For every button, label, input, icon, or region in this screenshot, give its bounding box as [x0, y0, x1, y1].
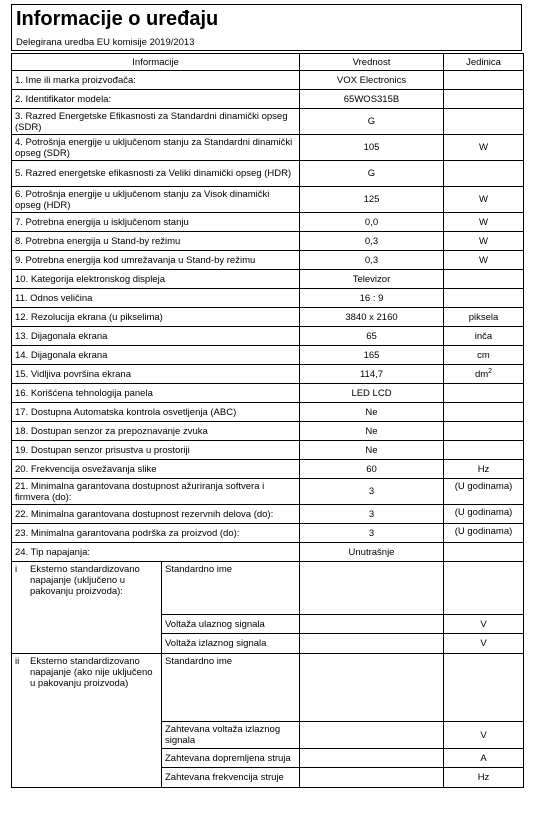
supply-item-unit: Hz	[444, 768, 524, 788]
table-row	[12, 327, 524, 346]
table-row	[12, 365, 524, 384]
row-value: 0,3	[300, 232, 444, 251]
row-value: G	[300, 109, 444, 135]
row-label: 22. Minimalna garantovana dostupnost rezervnih delova (do):	[12, 505, 300, 524]
row-label: 3. Razred Energetske Efikasnosti za Standardni dinamički opseg (SDR)	[12, 109, 300, 135]
row-value: 165	[300, 346, 444, 365]
supply-marker: ii	[15, 656, 20, 667]
row-label: 1. Ime ili marka proizvođača:	[12, 71, 300, 90]
row-value: 65WOS315B	[300, 90, 444, 109]
row-unit	[444, 384, 524, 403]
table-row	[12, 460, 524, 479]
supply-item-unit: A	[444, 749, 524, 768]
row-value: 3	[300, 479, 444, 505]
row-value: 0,0	[300, 213, 444, 232]
supply-item-unit: V	[444, 615, 524, 634]
row-label: 20. Frekvencija osvežavanja slike	[12, 460, 300, 479]
unit-text: W	[479, 142, 488, 153]
row-unit	[444, 327, 524, 346]
row-unit	[444, 346, 524, 365]
row-label: 13. Dijagonala ekrana	[12, 327, 300, 346]
row-value: 3	[300, 505, 444, 524]
row-value: Ne	[300, 422, 444, 441]
supply-row	[12, 654, 524, 722]
table-row	[12, 384, 524, 403]
supply-item-value	[300, 634, 444, 654]
row-label: 15. Vidljiva površina ekrana	[12, 365, 300, 384]
row-label: 17. Dostupna Automatska kontrola osvetljenja (ABC)	[12, 403, 300, 422]
row-value: 125	[300, 187, 444, 213]
row-label: 4. Potrošnja energije u uključenom stanju za Standardni dinamički opseg (SDR)	[12, 135, 300, 161]
row-value: VOX Electronics	[300, 71, 444, 90]
row-unit	[444, 270, 524, 289]
row-unit	[444, 71, 524, 90]
unit-text: W	[479, 194, 488, 205]
unit-superscript: 2	[488, 367, 493, 375]
supply-item-label: Voltaža izlaznog signala	[162, 634, 300, 654]
table-row	[12, 161, 524, 187]
table-row	[12, 71, 524, 90]
row-label: 8. Potrebna energija u Stand-by režimu	[12, 232, 300, 251]
row-unit	[444, 109, 524, 135]
supply-description	[12, 654, 162, 788]
table-row	[12, 422, 524, 441]
header-box	[11, 4, 522, 51]
table-row	[12, 135, 524, 161]
row-unit	[444, 460, 524, 479]
row-value: 0,3	[300, 251, 444, 270]
row-unit	[444, 422, 524, 441]
row-unit	[444, 403, 524, 422]
table-header-row	[12, 54, 524, 71]
row-label: 21. Minimalna garantovana dostupnost ažuriranja softvera i firmvera (do):	[12, 479, 300, 505]
unit-text: Hz	[477, 463, 490, 475]
row-unit	[444, 308, 524, 327]
row-label: 19. Dostupan senzor prisustva u prostoriji	[12, 441, 300, 460]
row-value: 3	[300, 524, 444, 543]
row-label: 6. Potrošnja energije u uključenom stanju za Visok dinamički opseg (HDR)	[12, 187, 300, 213]
row-label: 18. Dostupan senzor za prepoznavanje zvuka	[12, 422, 300, 441]
row-value: 3840 x 2160	[300, 308, 444, 327]
row-unit	[444, 187, 524, 213]
row-value: 65	[300, 327, 444, 346]
table-row	[12, 543, 524, 562]
supply-item-value	[300, 654, 444, 722]
table-row	[12, 90, 524, 109]
supply-item-label: Standardno ime	[162, 562, 300, 615]
table-row	[12, 346, 524, 365]
unit-text: W	[479, 216, 488, 228]
unit-text: (U godinama)	[454, 526, 513, 537]
row-label: 5. Razred energetske efikasnosti za Veliki dinamički opseg (HDR)	[12, 161, 300, 187]
page-title: Informacije o uređaju	[16, 8, 219, 30]
unit-text: W	[479, 235, 488, 247]
unit-text: (U godinama)	[454, 481, 513, 492]
table-row	[12, 524, 524, 543]
table-row	[12, 109, 524, 135]
row-value: LED LCD	[300, 384, 444, 403]
row-label: 12. Rezolucija ekrana (u pikselima)	[12, 308, 300, 327]
info-table	[11, 53, 524, 788]
row-value: 16 : 9	[300, 289, 444, 308]
supply-item-value	[300, 749, 444, 768]
row-value: 105	[300, 135, 444, 161]
row-unit	[444, 232, 524, 251]
row-unit	[444, 441, 524, 460]
supply-item-label: Zahtevana dopremljena struja	[162, 749, 300, 768]
row-value: Ne	[300, 403, 444, 422]
header-value: Vrednost	[300, 54, 444, 71]
row-value: 60	[300, 460, 444, 479]
supply-item-value	[300, 768, 444, 788]
row-unit	[444, 161, 524, 187]
header-info: Informacije	[12, 54, 300, 71]
unit-text: piksela	[468, 311, 499, 323]
supply-item-value	[300, 615, 444, 634]
table-row	[12, 479, 524, 505]
supply-description	[12, 562, 162, 654]
table-row	[12, 403, 524, 422]
row-unit	[444, 251, 524, 270]
supply-item-unit	[444, 562, 524, 615]
supply-desc-text: Eksterno standardizovano napajanje (uključeno u pakovanju proizvoda):	[30, 564, 140, 597]
row-label: 7. Potrebna energija u isključenom stanju	[12, 213, 300, 232]
unit-text: (U godinama)	[454, 507, 513, 518]
row-value: 114,7	[300, 365, 444, 384]
supply-item-unit: V	[444, 634, 524, 654]
row-unit	[444, 135, 524, 161]
table-row	[12, 308, 524, 327]
unit-text: W	[479, 254, 488, 266]
supply-item-unit	[444, 654, 524, 722]
table-row	[12, 213, 524, 232]
row-label: 24. Tip napajanja:	[12, 543, 300, 562]
row-unit	[444, 289, 524, 308]
row-unit	[444, 479, 524, 505]
supply-item-label: Voltaža ulaznog signala	[162, 615, 300, 634]
table-row	[12, 187, 524, 213]
row-value: Televizor	[300, 270, 444, 289]
row-label: 23. Minimalna garantovana podrška za proizvod (do):	[12, 524, 300, 543]
supply-item-value	[300, 722, 444, 749]
row-unit	[444, 505, 524, 524]
table-row	[12, 270, 524, 289]
row-label: 14. Dijagonala ekrana	[12, 346, 300, 365]
table-row	[12, 441, 524, 460]
supply-item-label: Zahtevana voltaža izlaznog signala	[162, 722, 300, 749]
row-label: 16. Korišćena tehnologija panela	[12, 384, 300, 403]
supply-marker: i	[15, 564, 18, 575]
row-unit	[444, 90, 524, 109]
supply-item-label: Zahtevana frekvencija struje	[162, 768, 300, 788]
unit-text: inča	[474, 330, 493, 342]
table-row	[12, 251, 524, 270]
supply-item-unit: V	[444, 722, 524, 749]
page-subtitle: Delegirana uredba EU komisije 2019/2013	[16, 37, 195, 48]
row-label: 11. Odnos veličina	[12, 289, 300, 308]
row-unit	[444, 543, 524, 562]
table-row	[12, 232, 524, 251]
supply-item-value	[300, 562, 444, 615]
row-label: 9. Potrebna energija kod umrežavanja u Stand-by režimu	[12, 251, 300, 270]
supply-row	[12, 562, 524, 615]
row-label: 10. Kategorija elektronskog displeja	[12, 270, 300, 289]
unit-text: dm	[474, 368, 489, 380]
supply-item-label: Standardno ime	[162, 654, 300, 722]
row-unit	[444, 365, 524, 384]
header-unit: Jedinica	[444, 54, 524, 71]
unit-text: cm	[477, 349, 490, 361]
row-unit	[444, 213, 524, 232]
row-label: 2. Identifikator modela:	[12, 90, 300, 109]
supply-desc-text: Eksterno standardizovano napajanje (ako nije uključeno u pakovanju proizvoda)	[30, 656, 153, 689]
row-value: G	[300, 161, 444, 187]
table-row	[12, 289, 524, 308]
row-value: Ne	[300, 441, 444, 460]
row-unit	[444, 524, 524, 543]
row-value: Unutrašnje	[300, 543, 444, 562]
table-row	[12, 505, 524, 524]
